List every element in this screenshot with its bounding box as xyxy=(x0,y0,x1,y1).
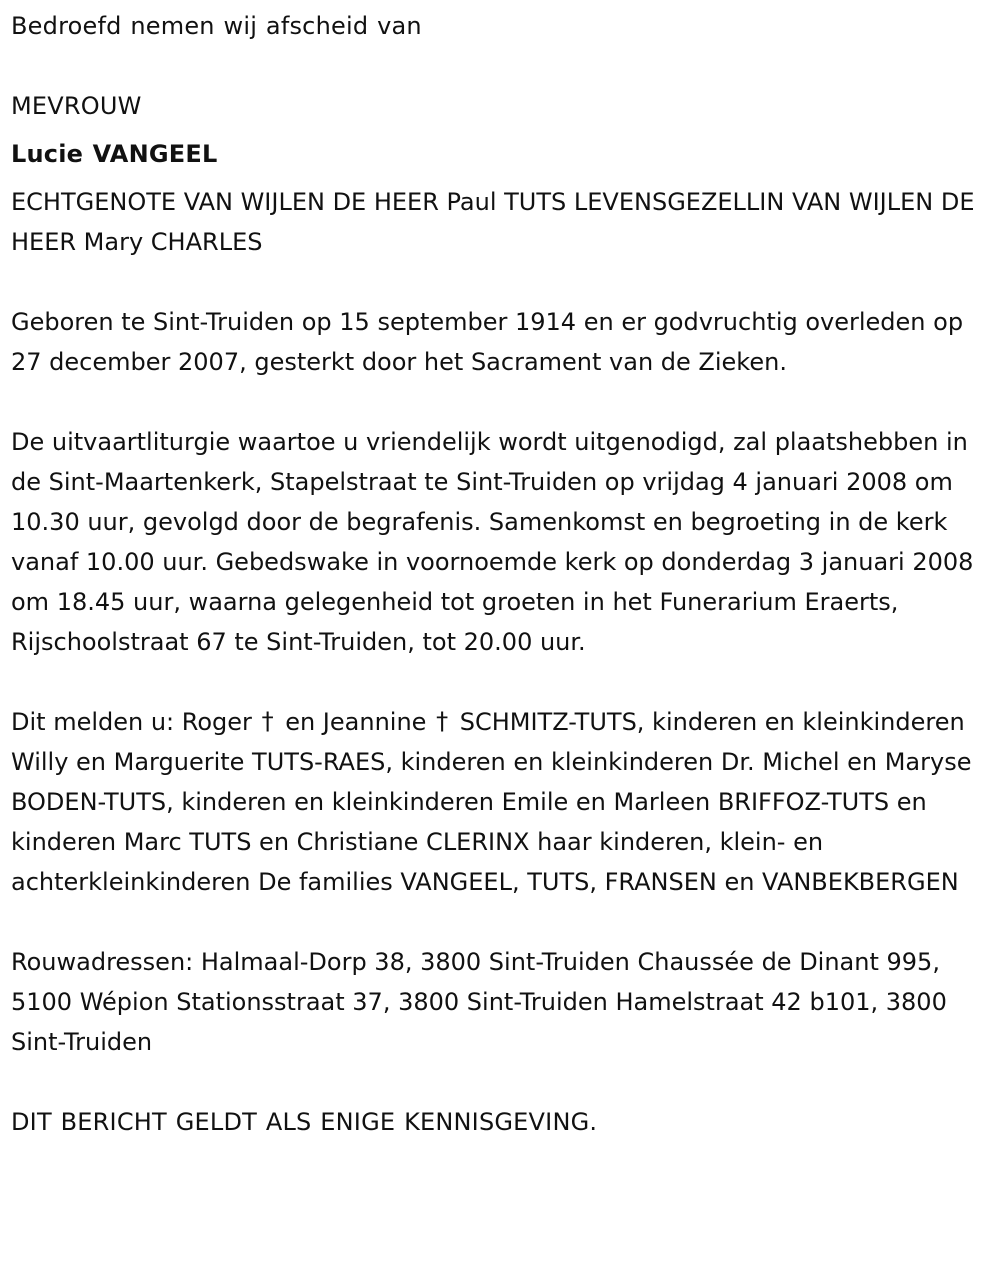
closing-notice: DIT BERICHT GELDT ALS ENIGE KENNISGEVING. xyxy=(11,1108,598,1136)
birth-death-paragraph: Geboren te Sint-Truiden op 15 september 1914 en er godvruchtig overleden op 27 december 2007, gesterkt door het Sacrament van de Zieken. xyxy=(11,308,964,376)
deceased-name: Lucie VANGEEL xyxy=(11,140,218,168)
announcement-rest: SCHMITZ-TUTS, kinderen en kleinkinderen Willy en Marguerite TUTS-RAES, kinderen en kleinkinderen Dr. Michel en Maryse BODEN-TUTS, kinderen en kleinkinderen Emile en Marleen BRIFFOZ-TUTS en kinderen Marc TUTS en Christiane CLERINX haar kinderen, klein- en achterkleinkinderen De families VANGEEL, TUTS, FRANSEN en VANBEKBERGEN xyxy=(11,708,972,896)
spacer xyxy=(11,174,988,182)
mourning-addresses-paragraph: Rouwadressen: Halmaal-Dorp 38, 3800 Sint-Truiden Chaussée de Dinant 995, 5100 Wépion Stationsstraat 37, 3800 Sint-Truiden Hamelstraat 42 b101, 3800 Sint-Truiden xyxy=(11,948,947,1056)
cross-icon: † xyxy=(436,707,449,735)
spacer xyxy=(11,902,988,942)
cross-icon: † xyxy=(261,707,274,735)
spacer xyxy=(11,1062,988,1102)
spacer xyxy=(11,126,988,134)
funeral-info-paragraph: De uitvaartliturgie waartoe u vriendelijk wordt uitgenodigd, zal plaatshebben in de Sint-Maartenkerk, Stapelstraat te Sint-Truiden op vrijdag 4 januari 2008 om 10.30 uur, gevolgd door de begrafenis. Samenkomst en begroeting in de kerk vanaf 10.00 uur. Gebedswake in voornoemde kerk op donderdag 3 januari 2008 om 18.45 uur, waarna gelegenheid tot groeten in het Funerarium Eraerts, Rijschoolstraat 67 te Sint-Truiden, tot 20.00 uur. xyxy=(11,428,974,656)
relations-paragraph: ECHTGENOTE VAN WIJLEN DE HEER Paul TUTS LEVENSGEZELLIN VAN WIJLEN DE HEER Mary CHARLES xyxy=(11,188,975,256)
announcement-middle: en Jeannine xyxy=(285,708,427,736)
spacer xyxy=(11,46,988,86)
spacer xyxy=(11,262,988,302)
honorific: MEVROUW xyxy=(11,92,142,120)
announcement-paragraph xyxy=(11,702,983,902)
spacer xyxy=(11,382,988,422)
spacer xyxy=(11,662,988,702)
announcement-prefix: Dit melden u: Roger xyxy=(11,708,252,736)
intro-line: Bedroefd nemen wij afscheid van xyxy=(11,12,422,40)
